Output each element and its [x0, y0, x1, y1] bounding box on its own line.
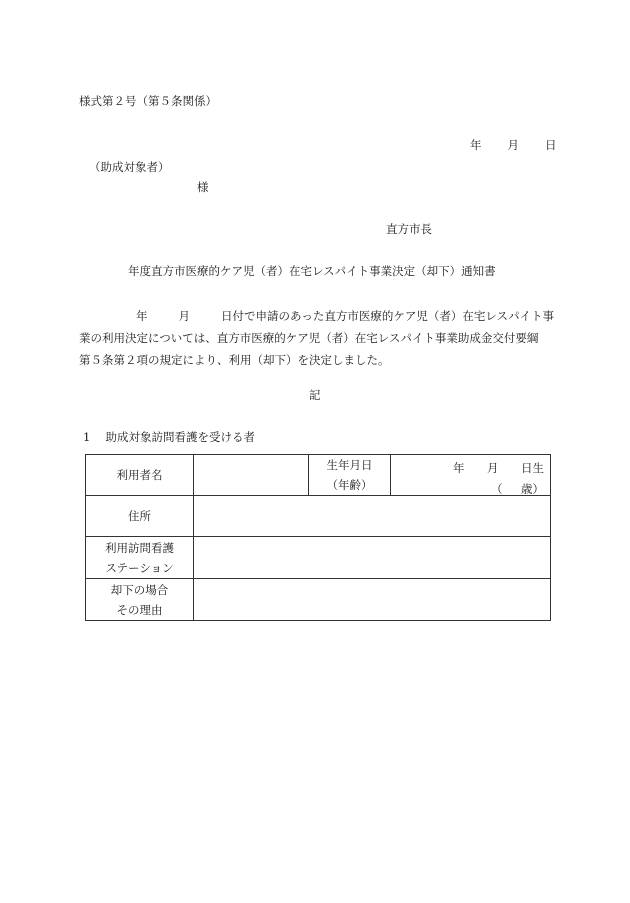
station-label-line2: ステーション	[105, 560, 174, 575]
date-month: 月	[507, 138, 519, 152]
ki-heading: 記	[309, 388, 321, 402]
address-label: 住所	[86, 496, 194, 537]
body-line-3: 第５条第２項の規定により、利用（却下）を決定しました。	[79, 353, 390, 367]
birth-value[interactable]	[391, 455, 551, 496]
table-row-station	[86, 537, 551, 579]
section-heading: 1 助成対象訪問看護を受ける者	[83, 430, 255, 444]
body-line1-rest: 日付で申請のあった直方市医療的ケア児（者）在宅レスパイト事	[221, 309, 555, 323]
form-number: 様式第２号（第５条関係）	[79, 94, 217, 108]
birth-label	[309, 455, 391, 496]
body-line-1	[79, 305, 555, 327]
birth-month: 月	[487, 461, 499, 475]
table-row-address	[86, 496, 551, 537]
user-name-value[interactable]	[194, 455, 309, 496]
document-title: 年度直方市医療的ケア児（者）在宅レスパイト事業決定（却下）通知書	[128, 264, 496, 278]
honorific: 様	[197, 180, 209, 194]
age-open: （	[491, 482, 503, 496]
body-month: 月	[178, 309, 190, 323]
date-year: 年	[470, 138, 482, 152]
address-value[interactable]	[194, 496, 551, 537]
birth-day: 日生	[521, 461, 544, 475]
age-close: 歳）	[521, 482, 544, 496]
reason-label	[86, 579, 194, 621]
birth-label-line2: （年齢）	[326, 478, 373, 492]
birth-label-line1: 生年月日	[326, 458, 373, 472]
table-row-reason	[86, 579, 551, 621]
body-text	[79, 305, 555, 371]
station-value[interactable]	[194, 537, 551, 579]
date-day: 日	[545, 138, 557, 152]
info-table	[85, 454, 551, 621]
reason-label-line2: その理由	[116, 602, 163, 617]
body-year: 年	[136, 309, 148, 323]
recipient-label: （助成対象者）	[89, 160, 170, 174]
date-line	[470, 140, 557, 152]
body-line-2: 業の利用決定については、直方市医療的ケア児（者）在宅レスパイト事業助成金交付要綱	[79, 331, 539, 345]
table-row-user-name	[86, 455, 551, 496]
station-label-line1: 利用訪問看護	[105, 540, 174, 555]
user-name-label: 利用者名	[86, 455, 194, 496]
reason-label-line1: 却下の場合	[110, 582, 169, 597]
reason-value[interactable]	[194, 579, 551, 621]
station-label	[86, 537, 194, 579]
issuer-name: 直方市長	[386, 222, 432, 236]
birth-year: 年	[453, 461, 465, 475]
